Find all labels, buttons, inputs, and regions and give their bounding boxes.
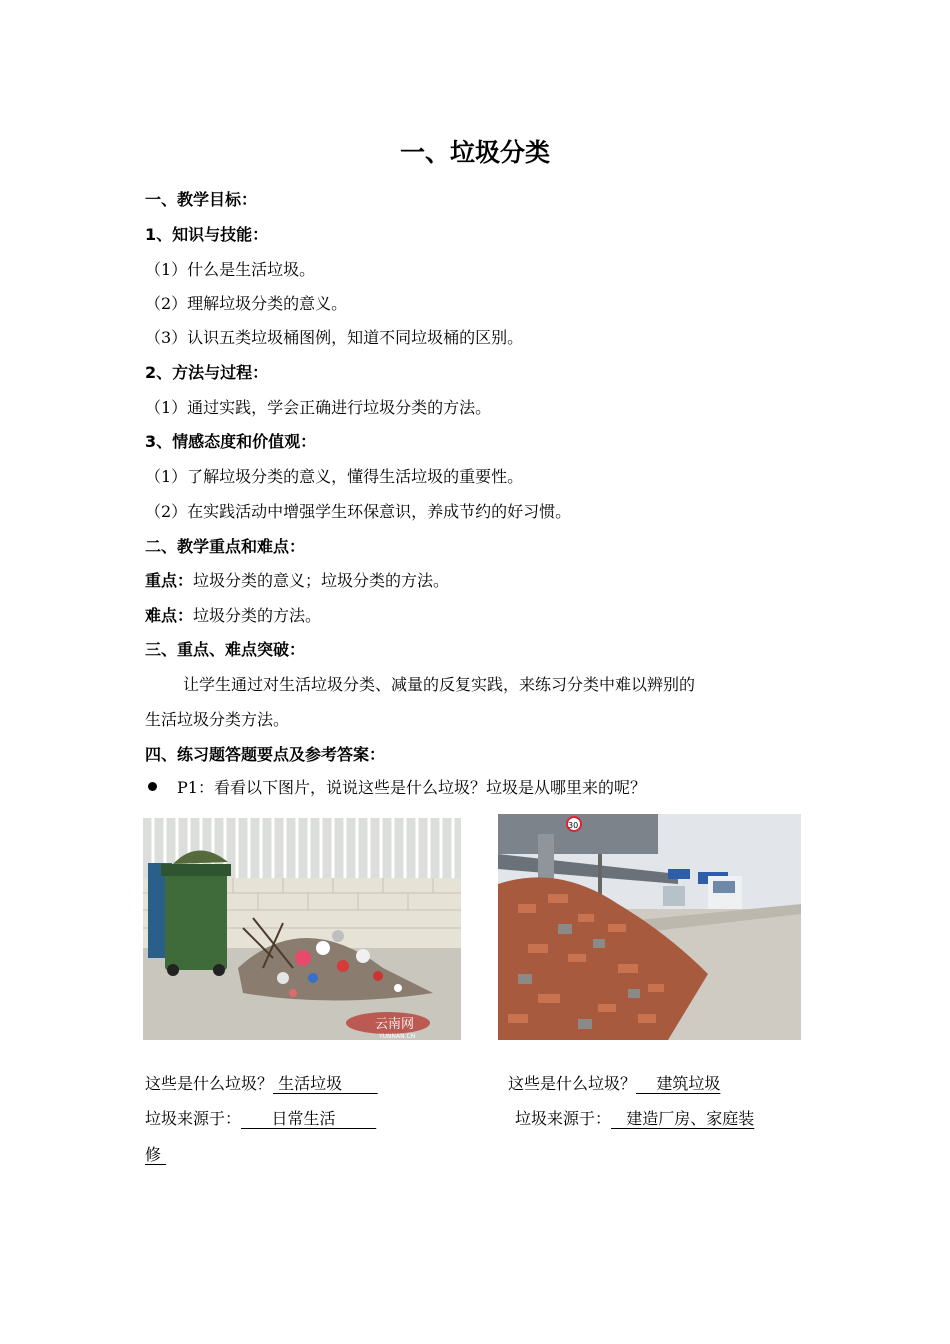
g3-heading: 3、情感态度和价值观： <box>145 432 317 451</box>
watermark-text: 云南网 <box>375 1017 415 1032</box>
qa-right-question: 这些是什么垃圾？ <box>508 1074 637 1093</box>
breakthrough-heading: 三、重点、难点突破： <box>145 640 306 659</box>
answers-heading: 四、练习题答题要点及参考答案： <box>145 745 386 764</box>
list-item: （1）什么是生活垃圾。 <box>145 260 316 279</box>
goals-heading: 一、教学目标： <box>145 190 258 209</box>
qa-right-answer: 建筑垃圾 <box>636 1074 721 1093</box>
qa-right-source-answer: 建造厂房、家庭装 <box>611 1109 755 1128</box>
speed-sign-text: 30 <box>568 821 579 830</box>
diff-text: 垃圾分类的方法。 <box>193 606 322 625</box>
qa-right-type <box>508 1074 720 1094</box>
key-point <box>145 571 449 591</box>
qa-right-source-cont <box>145 1145 166 1165</box>
key-text: 垃圾分类的意义；垃圾分类的方法。 <box>193 571 450 590</box>
key-label: 重点： <box>145 571 194 590</box>
breakthrough-text-1: 让学生通过对生活垃圾分类、减量的反复实践，来练习分类中难以辨别的 <box>183 675 696 694</box>
list-item: （2）理解垃圾分类的意义。 <box>145 294 348 313</box>
qa-right-source-answer-cont: 修 <box>145 1145 167 1164</box>
qa-left-source-label: 垃圾来源于： <box>145 1109 242 1128</box>
p1-question: P1：看看以下图片，说说这些是什么垃圾？垃圾是从哪里来的呢？ <box>177 778 646 797</box>
qa-right-source <box>515 1109 754 1129</box>
page-title: 一、垃圾分类 <box>399 138 550 167</box>
qa-right-source-label: 垃圾来源于： <box>515 1109 612 1128</box>
list-item: （3）认识五类垃圾桶图例，知道不同垃圾桶的区别。 <box>145 328 524 347</box>
qa-left-question: 这些是什么垃圾？ <box>145 1074 274 1093</box>
g2-heading: 2、方法与过程： <box>145 363 269 382</box>
breakthrough-text-2: 生活垃圾分类方法。 <box>145 710 290 729</box>
qa-left-source-answer: 日常生活 <box>241 1109 377 1128</box>
list-item: （1）通过实践，学会正确进行垃圾分类的方法。 <box>145 398 492 417</box>
qa-left-answer: 生活垃圾 <box>273 1074 378 1093</box>
difficulty-point <box>145 606 321 626</box>
g1-heading: 1、知识与技能： <box>145 225 269 244</box>
list-item: （1）了解垃圾分类的意义，懂得生活垃圾的重要性。 <box>145 467 524 486</box>
bullet-icon <box>148 782 157 791</box>
list-item: （2）在实践活动中增强学生环保意识，养成节约的好习惯。 <box>145 502 572 521</box>
qa-left-type <box>145 1074 378 1094</box>
diff-label: 难点： <box>145 606 194 625</box>
key-heading: 二、教学重点和难点： <box>145 537 306 556</box>
household-garbage-illustration <box>143 818 461 1040</box>
watermark-url: YUNNAN.CN <box>379 1033 416 1040</box>
construction-rubble-illustration <box>498 814 801 1040</box>
qa-left-source <box>145 1109 376 1129</box>
household-garbage-photo <box>143 818 461 1040</box>
construction-rubble-photo <box>498 814 801 1040</box>
